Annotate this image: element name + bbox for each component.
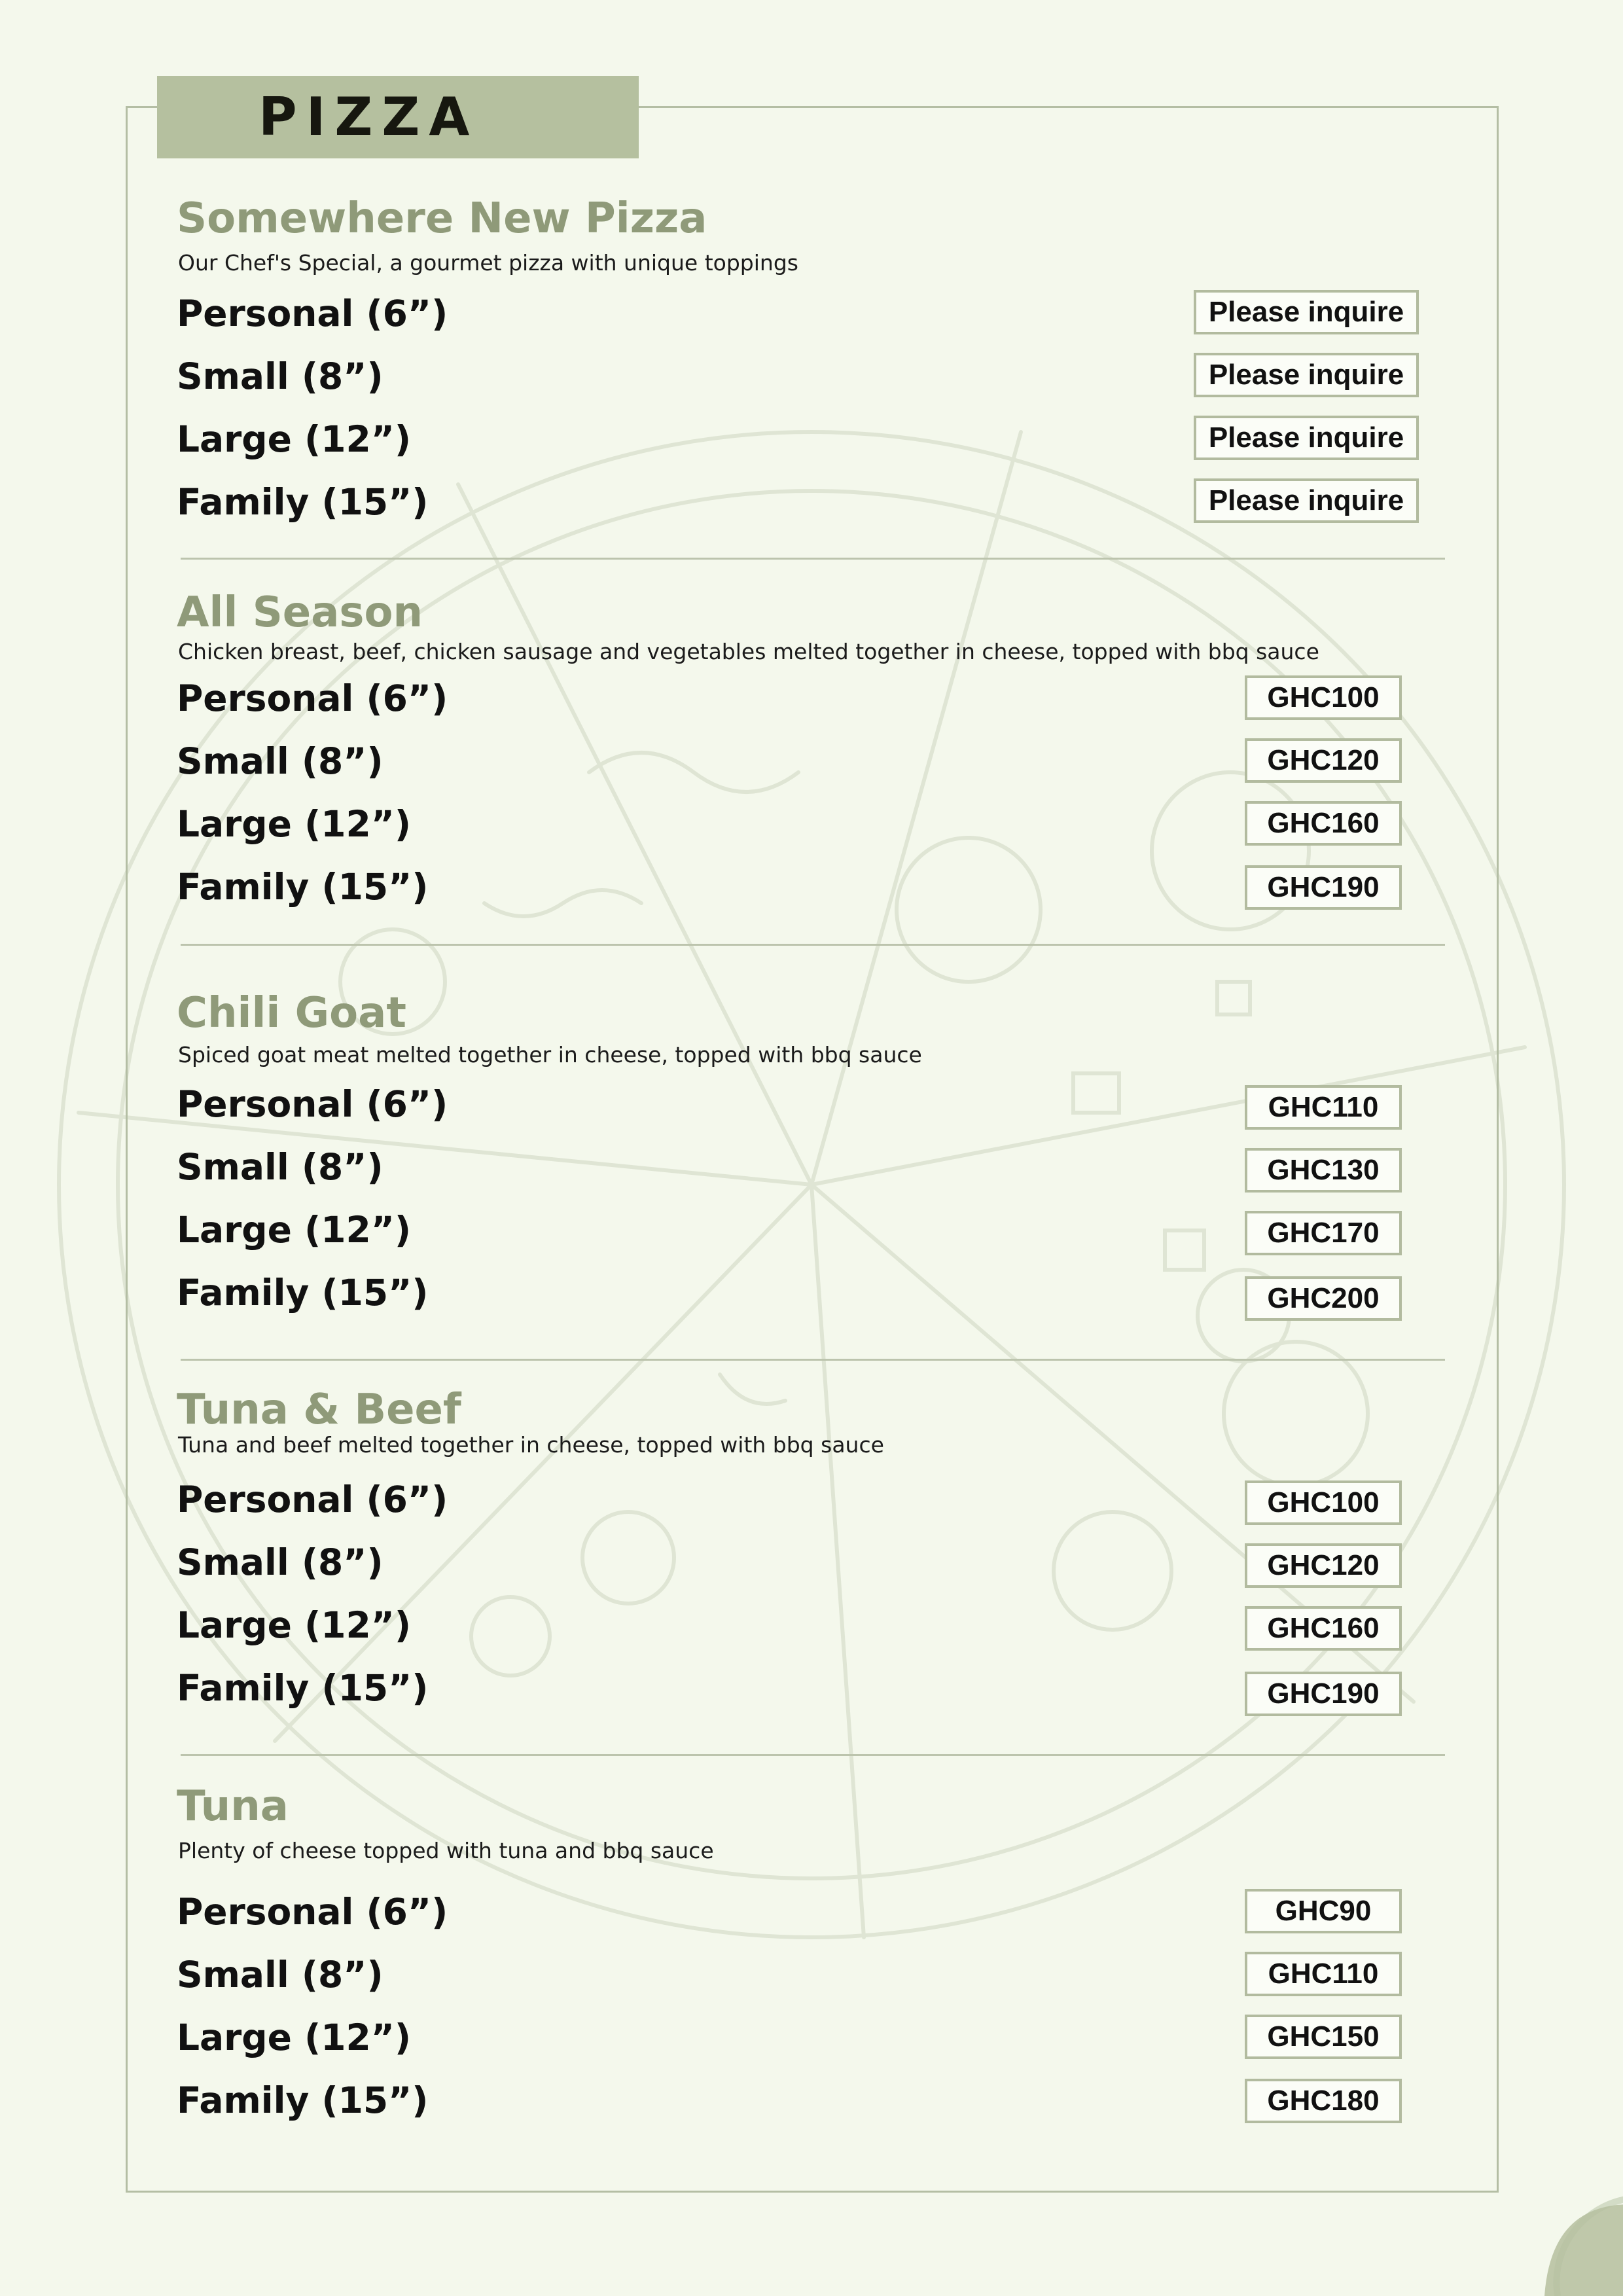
pizza-name: Somewhere New Pizza [177, 194, 707, 243]
size-label: Personal (6”) [177, 1083, 448, 1125]
price-tag: GHC180 [1245, 2079, 1402, 2123]
size-label: Personal (6”) [177, 293, 448, 334]
size-label: Small (8”) [177, 740, 383, 782]
size-label: Small (8”) [177, 1541, 383, 1583]
size-label: Family (15”) [177, 481, 429, 523]
price-tag: GHC160 [1245, 801, 1402, 846]
pizza-description: Spiced goat meat melted together in cheese, topped with bbq sauce [178, 1042, 922, 1067]
pizza-name: Chili Goat [177, 989, 406, 1037]
price-tag: Please inquire [1194, 478, 1419, 523]
size-label: Large (12”) [177, 1604, 412, 1646]
pizza-name: Tuna & Beef [177, 1386, 461, 1434]
price-tag: GHC130 [1245, 1148, 1402, 1193]
price-tag: Please inquire [1194, 416, 1419, 460]
menu-title: PIZZA [259, 86, 479, 147]
size-label: Family (15”) [177, 1272, 429, 1314]
section-divider [181, 1359, 1445, 1361]
size-label: Large (12”) [177, 1209, 412, 1251]
size-label: Large (12”) [177, 803, 412, 845]
pizza-description: Plenty of cheese topped with tuna and bbq sauce [178, 1838, 714, 1863]
price-tag: GHC90 [1245, 1889, 1402, 1933]
price-tag: GHC110 [1245, 1952, 1402, 1996]
price-tag: GHC190 [1245, 865, 1402, 910]
size-label: Small (8”) [177, 355, 383, 397]
price-tag: GHC120 [1245, 1543, 1402, 1588]
menu-title-banner [157, 76, 639, 158]
price-tag: GHC200 [1245, 1276, 1402, 1321]
price-tag: GHC150 [1245, 2015, 1402, 2059]
size-label: Large (12”) [177, 418, 412, 460]
pizza-description: Our Chef's Special, a gourmet pizza with unique toppings [178, 250, 798, 276]
size-label: Family (15”) [177, 2079, 429, 2121]
price-tag: GHC100 [1245, 675, 1402, 720]
size-label: Personal (6”) [177, 1479, 448, 1520]
price-tag: GHC110 [1245, 1085, 1402, 1130]
section-divider [181, 558, 1445, 560]
size-label: Personal (6”) [177, 677, 448, 719]
size-label: Large (12”) [177, 2017, 412, 2058]
size-label: Small (8”) [177, 1146, 383, 1188]
section-divider [181, 944, 1445, 946]
pizza-name: Tuna [177, 1782, 289, 1831]
price-tag: GHC190 [1245, 1672, 1402, 1716]
size-label: Family (15”) [177, 866, 429, 908]
price-tag: GHC160 [1245, 1606, 1402, 1651]
size-label: Family (15”) [177, 1667, 429, 1709]
size-label: Small (8”) [177, 1954, 383, 1996]
price-tag: GHC100 [1245, 1480, 1402, 1525]
pizza-description: Chicken breast, beef, chicken sausage and vegetables melted together in cheese, topped with bbq sauce [178, 639, 1319, 664]
pizza-description: Tuna and beef melted together in cheese, topped with bbq sauce [178, 1432, 884, 1458]
section-divider [181, 1754, 1445, 1756]
price-tag: Please inquire [1194, 290, 1419, 334]
price-tag: GHC170 [1245, 1211, 1402, 1255]
size-label: Personal (6”) [177, 1891, 448, 1933]
price-tag: Please inquire [1194, 353, 1419, 397]
pizza-name: All Season [177, 588, 423, 637]
price-tag: GHC120 [1245, 738, 1402, 783]
